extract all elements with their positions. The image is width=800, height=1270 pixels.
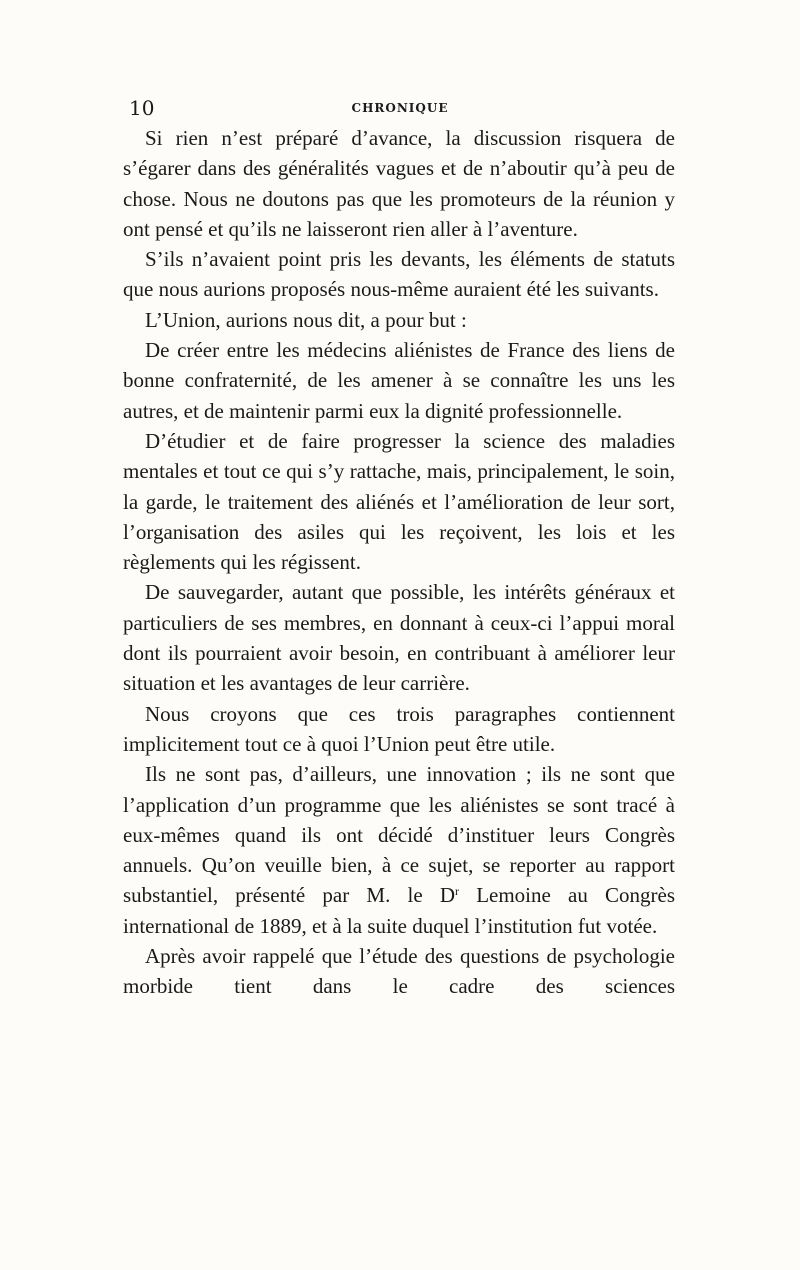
paragraph-7: Nous croyons que ces trois paragraphes contiennent implicitement tout ce à quoi l’Union peut être utile. [123,701,675,756]
body-text [123,123,675,1002]
paragraph-1: Si rien n’est préparé d’avance, la discussion risquera de s’égarer dans des généralités vagues et de n’aboutir qu’à peu de chose. Nous ne doutons pas que les promoteurs de la réunion y ont pensé et qu’ils ne laisseront rien aller à l’aventure. [123,126,675,241]
paragraph-5: D’étudier et de faire progresser la science des maladies mentales et tout ce qui s’y rattache, mais, principalement, le soin, la garde, le traitement des aliénés et l’amélioration de leur sort, l’organisation des asiles qui les reçoivent, les lois et les règlements qui les régissent. [123,428,675,575]
paragraph-4: De créer entre les médecins aliénistes de France des liens de bonne confraternité, de les amener à se connaître les uns les autres, et de maintenir parmi eux la dignité professionnelle. [123,338,675,423]
paragraph-8-superscript: r [455,884,460,899]
paragraph-9: Après avoir rappelé que l’étude des questions de psychologie morbide tient dans le cadre des sciences [123,944,675,999]
running-head [123,96,677,120]
page-number: 10 [129,96,155,120]
paragraph-6: De sauvegarder, autant que possible, les intérêts généraux et particuliers de ses membres, en donnant à ceux-ci l’appui moral dont ils pourraient avoir besoin, en contribuant à améliorer leur situation et les avantages de leur carrière. [123,580,675,696]
paragraph-8-text-before: Ils ne sont pas, d’ailleurs, une innovation ; ils ne sont que l’application d’un programme que les aliénistes se sont tracé à eux-mêmes quand ils ont décidé d’instituer leurs Congrès annuels. Qu’on veuille bien, à ce sujet, se reporter au rapport substantiel, présenté par M. le D [123,762,675,908]
paragraph-3: L’Union, aurions nous dit, a pour but : [145,307,467,332]
paragraph-2: S’ils n’avaient point pris les devants, les éléments de statuts que nous aurions proposés nous-même auraient été les suivants. [123,247,675,302]
paragraph-8-text-after: Lemoine au Congrès international de 1889, et à la suite duquel l’institution fut votée. [123,883,676,938]
paragraph-8 [123,759,675,941]
running-title: CHRONIQUE [351,101,449,115]
